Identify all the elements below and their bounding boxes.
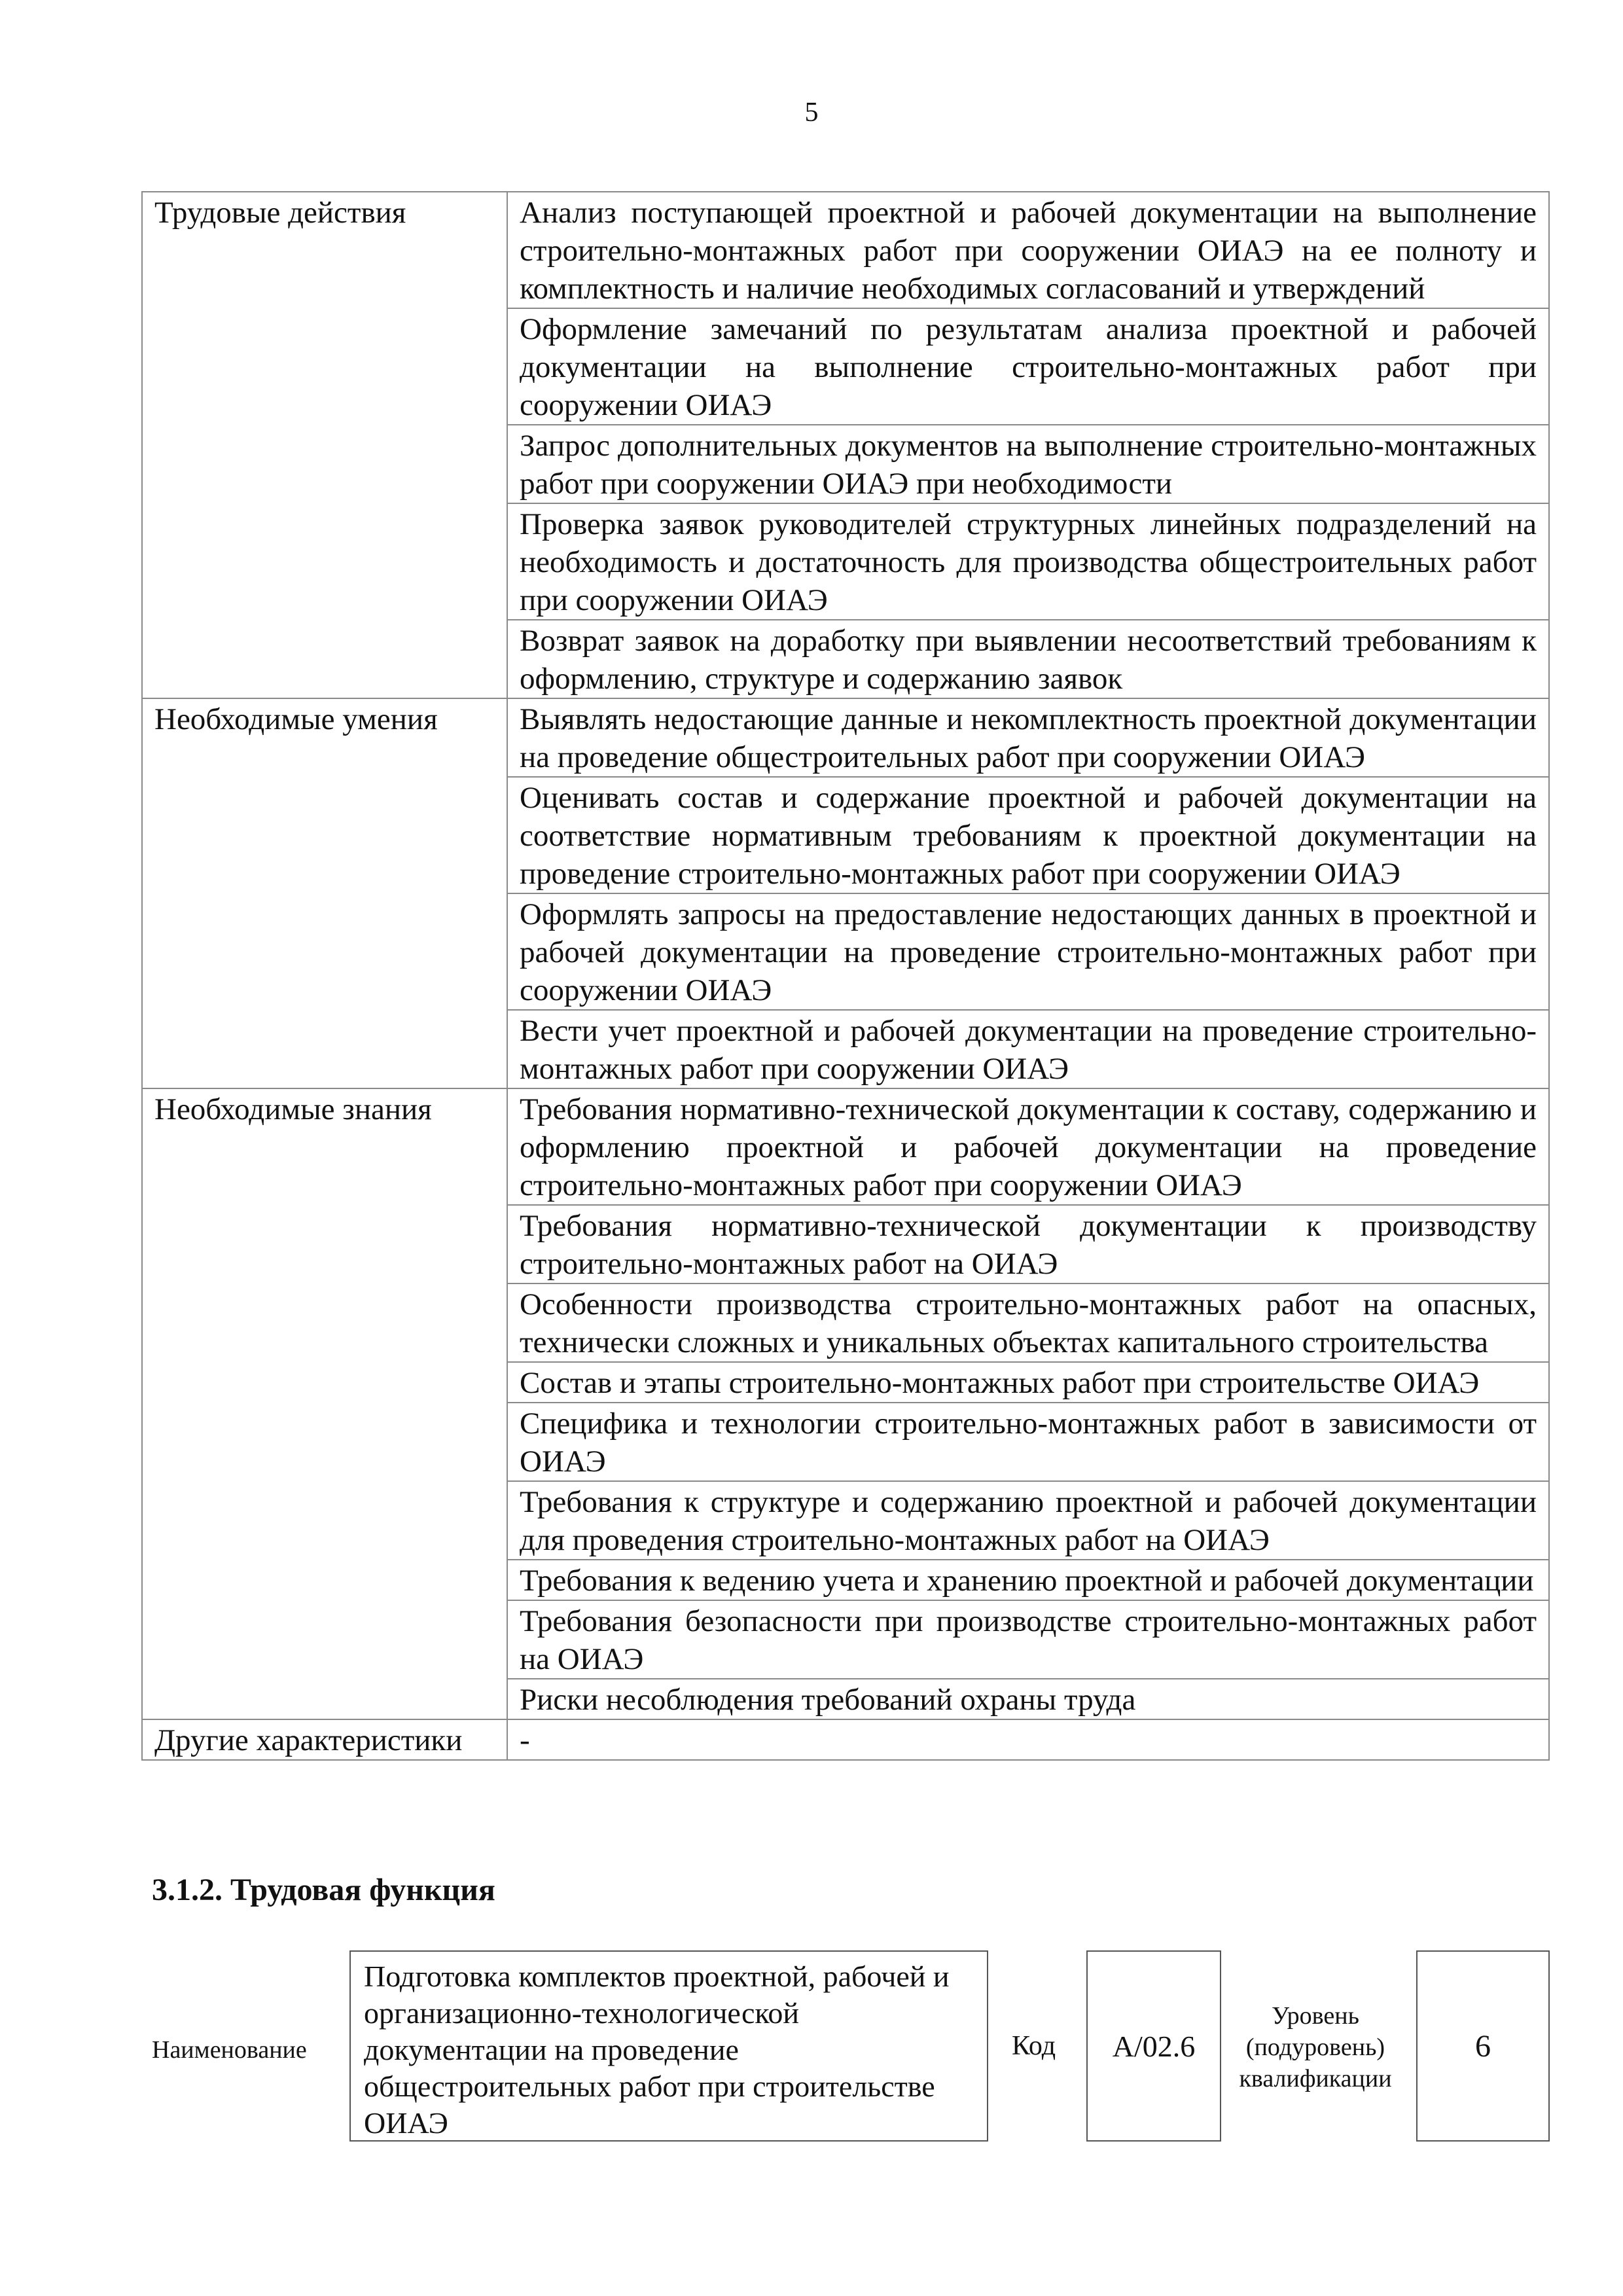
row-item: Анализ поступающей проектной и рабочей документации на выполнение строительно-монтажных работ при сооружении ОИАЭ на ее полноту и комплектность и наличие необходимых согласований и утверждений bbox=[507, 192, 1549, 308]
row-item: Проверка заявок руководителей структурных линейных подразделений на необходимость и достаточность для производства общестроительных работ при сооружении ОИАЭ bbox=[507, 503, 1549, 620]
name-value-box: Подготовка комплектов проектной, рабочей и организационно-технологической документации на проведение общестроительных работ при строительстве ОИАЭ bbox=[349, 1950, 988, 2142]
section-heading: 3.1.2. Трудовая функция bbox=[152, 1873, 495, 1907]
labor-function-table bbox=[141, 191, 1550, 1761]
row-item: Оценивать состав и содержание проектной и рабочей документации на соответствие нормативным требованиям к проектной документации на проведение строительно-монтажных работ при сооружении ОИАЭ bbox=[507, 777, 1549, 893]
row-item: Требования нормативно-технической документации к производству строительно-монтажных работ на ОИАЭ bbox=[507, 1205, 1549, 1283]
row-item: Риски несоблюдения требований охраны труда bbox=[507, 1679, 1549, 1719]
row-item: Требования к ведению учета и хранению проектной и рабочей документации bbox=[507, 1560, 1549, 1600]
row-item: Оформлять запросы на предоставление недостающих данных в проектной и рабочей документации на проведение строительно-монтажных работ при сооружении ОИАЭ bbox=[507, 893, 1549, 1010]
name-label: Наименование bbox=[152, 2036, 307, 2064]
row-item: Специфика и технологии строительно-монтажных работ в зависимости от ОИАЭ bbox=[507, 1403, 1549, 1481]
qualification-level-box: 6 bbox=[1416, 1950, 1550, 2142]
page-number: 5 bbox=[804, 98, 819, 128]
row-item: Требования к структуре и содержанию проектной и рабочей документации для проведения строительно-монтажных работ на ОИАЭ bbox=[507, 1481, 1549, 1560]
row-item: Оформление замечаний по результатам анализа проектной и рабочей документации на выполнение строительно-монтажных работ при сооружении ОИАЭ bbox=[507, 308, 1549, 425]
row-label: Другие характеристики bbox=[142, 1719, 507, 1760]
row-item: Запрос дополнительных документов на выполнение строительно-монтажных работ при сооружении ОИАЭ при необходимости bbox=[507, 425, 1549, 503]
code-value-box: А/02.6 bbox=[1086, 1950, 1221, 2142]
row-item: Вести учет проектной и рабочей документации на проведение строительно-монтажных работ при сооружении ОИАЭ bbox=[507, 1010, 1549, 1088]
row-item: Выявлять недостающие данные и некомплектность проектной документации на проведение общестроительных работ при сооружении ОИАЭ bbox=[507, 698, 1549, 777]
row-item: Состав и этапы строительно-монтажных работ при строительстве ОИАЭ bbox=[507, 1362, 1549, 1403]
table-row bbox=[142, 698, 1549, 777]
qualification-level-label: Уровень (подуровень) квалификации bbox=[1239, 2002, 1392, 2092]
row-item: Особенности производства строительно-монтажных работ на опасных, технически сложных и уникальных объектах капитального строительства bbox=[507, 1283, 1549, 1362]
row-item: - bbox=[507, 1719, 1549, 1760]
row-item: Требования нормативно-технической документации к составу, содержанию и оформлению проектной и рабочей документации на проведение строительно-монтажных работ при сооружении ОИАЭ bbox=[507, 1088, 1549, 1205]
row-label: Необходимые умения bbox=[142, 698, 507, 1088]
table-body bbox=[142, 192, 1549, 1760]
table-row bbox=[142, 1719, 1549, 1760]
table-row bbox=[142, 1088, 1549, 1205]
row-label: Необходимые знания bbox=[142, 1088, 507, 1719]
table-row bbox=[142, 192, 1549, 308]
row-item: Возврат заявок на доработку при выявлении несоответствий требованиям к оформлению, структуре и содержанию заявок bbox=[507, 620, 1549, 698]
row-item: Требования безопасности при производстве строительно-монтажных работ на ОИАЭ bbox=[507, 1600, 1549, 1679]
code-label: Код bbox=[1012, 2031, 1056, 2061]
row-label: Трудовые действия bbox=[142, 192, 507, 698]
